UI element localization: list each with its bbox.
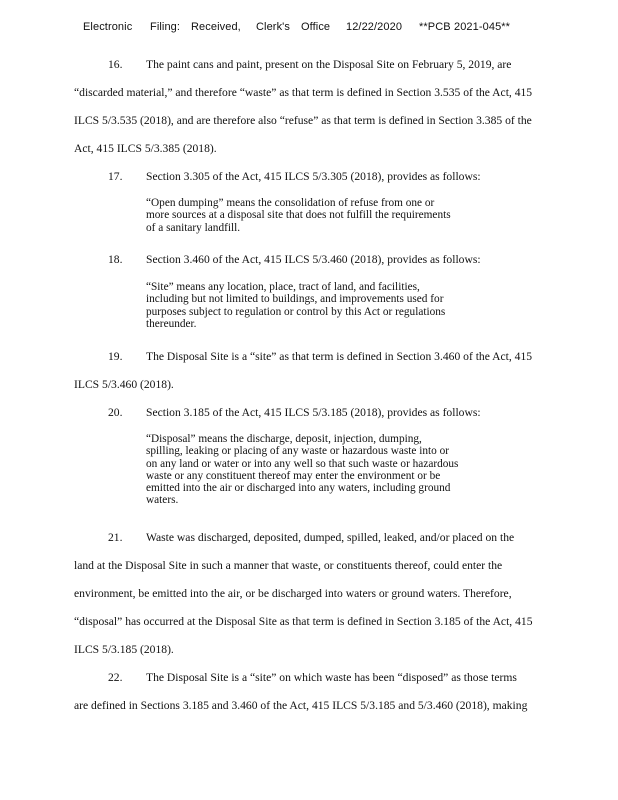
header-received: Received,	[191, 21, 241, 33]
paragraph-number: 20.	[108, 406, 123, 419]
header-docket: 2021-045**	[454, 21, 511, 33]
header-clerks: Clerk's	[256, 21, 290, 33]
quote-line: thereunder.	[146, 317, 197, 330]
paragraph-number: 16.	[108, 58, 123, 71]
header-electronic: Electronic	[83, 21, 133, 33]
quote-line: of a sanitary landfill.	[146, 221, 241, 234]
paragraph-line: Section 3.460 of the Act, 415 ILCS 5/3.460 (2018), provides as follows:	[146, 253, 481, 266]
quote-line: including but not limited to buildings, and improvements used for	[146, 293, 444, 306]
paragraph-line: ILCS 5/3.535 (2018), and are therefore also “refuse” as that term is defined in Section 3.385 of the	[74, 114, 532, 127]
paragraph-line: “disposal” has occurred at the Disposal Site as that term is defined in Section 3.185 of the Act, 415	[74, 615, 533, 628]
paragraph-number: 18.	[108, 253, 123, 266]
paragraph-line: land at the Disposal Site in such a manner that waste, or constituents thereof, could enter the	[74, 559, 503, 572]
block-quote	[146, 433, 458, 507]
quote-line: emitted into the air or discharged into any waters, including ground	[146, 482, 451, 495]
paragraph-line: Waste was discharged, deposited, dumped, spilled, leaked, and/or placed on the	[146, 531, 515, 544]
paragraph-number: 17.	[108, 170, 123, 183]
quote-line: waste or any constituent thereof may enter the environment or be	[146, 469, 441, 482]
header-office: Office	[301, 21, 331, 33]
header-pcb: **PCB	[419, 21, 451, 33]
paragraph-line: The Disposal Site is a “site” on which waste has been “disposed” as those terms	[146, 671, 517, 684]
quote-line: “Disposal” means the discharge, deposit, injection, dumping,	[146, 433, 422, 445]
paragraph-line: Section 3.185 of the Act, 415 ILCS 5/3.185 (2018), provides as follows:	[146, 406, 481, 419]
block-quote	[146, 281, 445, 330]
paragraph-line: The Disposal Site is a “site” as that term is defined in Section 3.460 of the Act, 415	[146, 350, 533, 363]
paragraph-line: ILCS 5/3.185 (2018).	[74, 643, 174, 656]
quote-line: more sources at a disposal site that does not fulfill the requirements	[146, 209, 451, 222]
paragraph-line: environment, be emitted into the air, or be discharged into waters or ground waters. Therefore,	[74, 587, 512, 600]
quote-line: on any land or water or into any well so that such waste or hazardous	[146, 457, 459, 470]
paragraph-line: Act, 415 ILCS 5/3.385 (2018).	[74, 142, 217, 155]
quote-line: “Site” means any location, place, tract of land, and facilities,	[146, 281, 420, 293]
paragraph-line: Section 3.305 of the Act, 415 ILCS 5/3.305 (2018), provides as follows:	[146, 170, 481, 183]
quote-line: purposes subject to regulation or control by this Act or regulations	[146, 305, 446, 318]
paragraph-number: 21.	[108, 531, 123, 544]
header-filing: Filing:	[150, 21, 181, 33]
paragraph-line: ILCS 5/3.460 (2018).	[74, 378, 174, 391]
block-quote	[146, 197, 451, 234]
paragraph-number: 19.	[108, 350, 123, 363]
quote-line: waters.	[146, 494, 179, 507]
quote-line: spilling, leaking or placing of any waste or hazardous waste into or	[146, 445, 450, 458]
paragraph-line: are defined in Sections 3.185 and 3.460 of the Act, 415 ILCS 5/3.185 and 5/3.460 (2018), making	[74, 699, 528, 712]
header-date: 12/22/2020	[346, 21, 403, 33]
paragraph-line: The paint cans and paint, present on the Disposal Site on February 5, 2019, are	[146, 58, 512, 71]
paragraph-number: 22.	[108, 671, 123, 684]
filing-header	[83, 21, 553, 33]
paragraph-line: “discarded material,” and therefore “waste” as that term is defined in Section 3.535 of the Act, 415	[74, 86, 533, 99]
quote-line: “Open dumping” means the consolidation of refuse from one or	[146, 197, 435, 209]
